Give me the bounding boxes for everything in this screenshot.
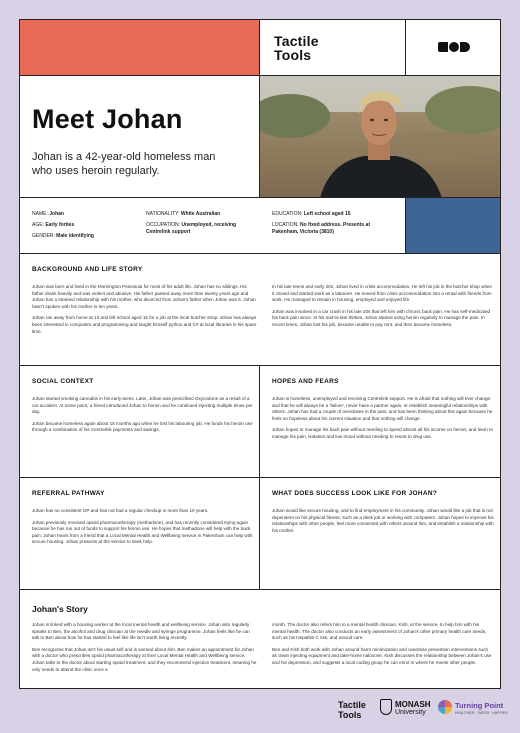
hopes-fears-body — [272, 396, 494, 446]
turning-point-tagline: HEALTHIER · SAFER · HAPPIER — [455, 711, 508, 715]
social-context-section — [20, 366, 260, 478]
brand-cell — [260, 20, 406, 76]
johan-portrait — [260, 76, 500, 198]
referral-body — [32, 508, 254, 551]
fact-location: LOCATION: No fixed address. Presents at Pakenham, Victoria (3810) — [272, 222, 370, 235]
fact-education: EDUCATION: Left school aged 15 — [272, 211, 351, 217]
fact-nationality: NATIONALITY: White Australian — [146, 211, 221, 217]
monash-logo-text: MONASH — [395, 700, 431, 709]
monash-shield-icon — [380, 699, 392, 715]
monash-logo-subtext: University — [395, 709, 426, 716]
background-left — [32, 284, 257, 340]
hopes-fears-section — [260, 366, 500, 478]
referral-title: REFERRAL PATHWAY — [32, 490, 105, 497]
hopes-fears-p1: Johan is homeless, unemployed and receiving Centrelink support. He is afraid that nothing will ever change, and that he will always be a 'failure', never have a partner again, or establish meaningful relationships with others. Johan has had a couple of overdoses in the past, and has been thinking about this again because he feels so hopeless about his current situation and that nothing will change. — [272, 396, 493, 421]
accent-red-block — [20, 20, 260, 76]
accent-blue-block — [406, 198, 500, 254]
dots-cell — [406, 20, 500, 76]
fact-age: AGE: Early forties — [32, 222, 75, 228]
profile-facts — [20, 198, 406, 254]
success-p1: Johan would like secure housing, and to find employment in his community. Johan would like a job that is not dependent on his physical fitness, such as a desk job or working with computers. Johan hopes to improve his relationships with other people, feel more connected with others around him, and establish a relationship with his mother. — [272, 508, 494, 533]
story-right-p1: month. The doctor also refers him to a mental health clinician, Kish, at the service, to help him with his mental health. The doctor also conducts an early assessment of Johan's other primary health care needs, such as his Hepatitis C risk, and wound care. — [272, 622, 487, 641]
story-right-p2: Ben and Kish both work with Johan around harm minimization and overdose prevention interventions such as clean injecting equipment and take-home naloxone. Kish discusses the relationship between Johan's use and his depression, and suggests a local coding group he can enrol in where he meets other people. — [272, 646, 492, 665]
story-left-p2: Ben recognizes that Johan isn't his usual self and is worried about him. Ben makes an appointment for Johan with a doctor who prescribes opioid pharmacotherapy at their Local Mental Health and Wellbeing service. Johan talks to the doctor about starting opioid treatment, and they recommend injection treatment, meaning he only needs to attend the clinic once a — [32, 646, 257, 672]
footer-tactile-tools-logo: Tactile Tools — [338, 700, 366, 720]
turning-point-logo-text: Turning Point — [455, 701, 504, 710]
social-context-p1: Johan started smoking cannabis in his early teens. Later, Johan was prescribed Oxycodone as a result of a car accident. At some point, a friend introduced Johan to heroin and he continued injecting multiple times per day. — [32, 396, 253, 415]
shapes-icon — [438, 42, 470, 52]
hero-section — [20, 76, 260, 198]
story-right — [272, 622, 494, 672]
fact-gender: GENDER: Male identifying — [32, 233, 94, 239]
portrait-image — [260, 76, 500, 198]
fact-name: NAME: Johan — [32, 211, 64, 217]
johans-story-section — [20, 590, 500, 687]
page-title: Meet Johan — [32, 104, 183, 134]
story-left-p1: Johan is linked with a housing worker at the local mental health and wellbeing service. Johan also regularly speaks to Ben, the alcohol and drug clinician at the needle and syringe programme. Johan feels like he can talk to Ben about how he has started to feel like life isn't worth living recently. — [32, 622, 250, 641]
background-left-p1: Johan was born and lived in the Mornington Peninsula for most of his adult life. Johan has no siblings. His father drank heavily and was violent and abusive. His father passed away more than twenty years ago and Johan has a strained relationship with his mother, who divorced from Johan's father when Johan was 5. Johan hasn't spoken with his mother in ten years. — [32, 284, 256, 309]
turning-point-mark-icon — [438, 700, 452, 714]
social-context-p2: Johan became homeless again about 18 months ago when he lost his labouring job. He funds his heroin use through a combination of his Centrelink payments and savings. — [32, 420, 253, 433]
background-right-p1: In his late teens and early 20s, Johan lived in crisis accommodation. He left his job in the butcher shop when it closed and started work as a labourer. He moved from crisis accommodation into a rental with friends from work. He managed to remain in housing, employed and enjoyed life. — [272, 284, 493, 303]
background-right — [272, 284, 494, 334]
background-title: BACKGROUND AND LIFE STORY — [32, 266, 143, 273]
fact-occupation: OCCUPATION: Unemployed, receiving Centrelink support — [146, 222, 237, 235]
social-context-body — [32, 396, 254, 439]
page-subtitle: Johan is a 42-year-old homeless man who uses heroin regularly. — [32, 151, 216, 177]
social-context-title: SOCIAL CONTEXT — [32, 378, 94, 385]
background-section — [20, 254, 500, 366]
referral-p2: Johan previously received opioid pharmacotherapy (methadone), and has recently considered trying again because he has run out of funds to support his heroin use. He hopes that methadone will help with the back pain. Johan hears from a friend that a Local Mental Health and Wellbeing service in Pakenham can help with secure housing. Johan presents at the service to seek help. — [32, 519, 253, 545]
success-section — [260, 478, 500, 590]
monash-university-logo — [380, 699, 434, 721]
background-left-p2: Johan ran away from home at 13 and left school aged 15 for a job at the local butcher shop. Johan has always been interested in computers and programming and taught himself python and C# at local libraries in his spare time. — [32, 315, 257, 334]
story-left — [32, 622, 257, 678]
referral-section — [20, 478, 260, 590]
turning-point-logo — [438, 700, 508, 722]
referral-p1: Johan has no consistent GP and has not had a regular checkup in more than 10 years. — [32, 508, 209, 513]
background-right-p2: Johan was involved in a car crash in his late 20s that left him with chronic back pain. He has self-medicated his back pain since. In his mid-to-late thirties, Johan started using heroin regularly to manage the pain. In recent times, Johan lost his job, became unable to pay rent, and then became homeless. — [272, 308, 491, 327]
success-title: WHAT DOES SUCCESS LOOK LIKE FOR JOHAN? — [272, 490, 438, 497]
persona-sheet — [19, 19, 501, 689]
hopes-fears-p2: Johan hopes to manage his back pain without needing to spend almost all his income on heroin, and learn to manage his pain, isolation and low mood without needing to resort to drug use. — [272, 427, 493, 439]
success-body — [272, 508, 494, 539]
tactile-tools-logo: Tactile Tools — [274, 33, 319, 63]
hopes-fears-title: HOPES AND FEARS — [272, 378, 339, 385]
johans-story-title: Johan's Story — [32, 604, 88, 614]
